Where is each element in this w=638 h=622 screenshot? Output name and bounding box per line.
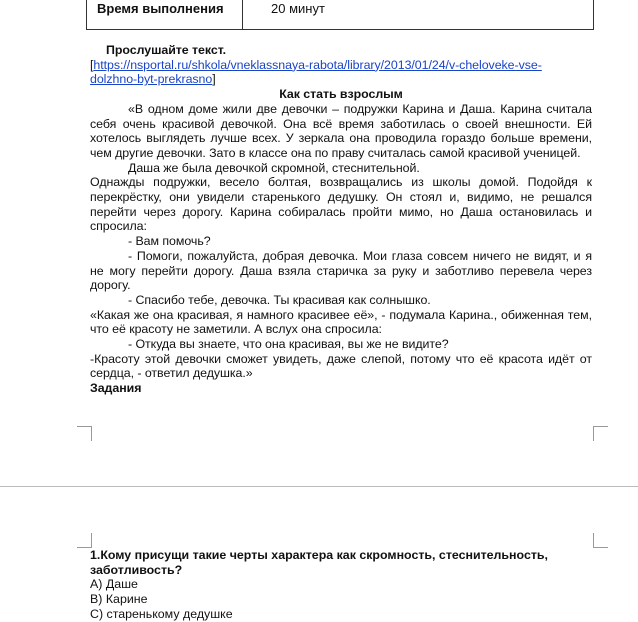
- source-link-line2[interactable]: dolzhno-byt-prekrasno: [90, 72, 213, 87]
- question-title: 1.Кому присущи такие черты характера как скромность, стеснительность, заботливость?: [90, 548, 548, 577]
- answer-option: А) Даше: [90, 577, 138, 592]
- story-paragraph-1: «В одном доме жили две девочки – подружки Карина и Даша. Карина считала себя очень красивой девочкой. Она всё время заботилась о своей внешности. Ей хотелось выглядеть лучше всех. У зеркала она проводила гораздо больше времени, чем другие девочки. Зато в классе она по праву считалась самой красивой ученицей.: [90, 101, 592, 160]
- source-reference: [90, 58, 592, 87]
- answer-option: С) старенькому дедушке: [90, 606, 233, 621]
- page-corner-mark: [77, 533, 92, 548]
- tasks-heading: Задания: [90, 381, 142, 396]
- listen-heading: Прослушайте текст.: [106, 43, 227, 57]
- source-open-bracket: [: [90, 57, 94, 72]
- question-block: [90, 548, 590, 622]
- story-paragraph-3: Однажды подружки, весело болтая, возвращались из школы домой. Подойдя к перекрёстку, они увидели старенького дедушку. Он стоял и, видимо, не решался перейти через дорогу. Карина собиралась пройти мимо, но Даша остановилась и спросила:: [90, 175, 592, 234]
- story-paragraph-4: - Вам помочь?: [128, 234, 211, 249]
- story-paragraph-8: - Откуда вы знаете, что она красивая, вы же не видите?: [128, 337, 449, 352]
- page-corner-mark: [593, 426, 608, 441]
- story-paragraph-6: - Спасибо тебе, девочка. Ты красивая как солнышко.: [128, 292, 431, 307]
- story-paragraph-5: - Помоги, пожалуйста, добрая девочка. Мои глаза совсем ничего не видят, и я не могу перейти дорогу. Даша взяла старичка за руку и заботливо перевела через дорогу.: [90, 248, 592, 293]
- time-label: Время выполнения: [87, 0, 243, 29]
- story-paragraph-9: -Красоту этой девочки сможет увидеть, даже слепой, потому что её красота идёт от сердца, - ответил дедушка.»: [90, 351, 592, 381]
- answer-option: В) Карине: [90, 592, 148, 607]
- story-paragraph-2: Даша же была девочкой скромной, стеснительной.: [128, 160, 420, 175]
- page-corner-mark: [77, 426, 92, 441]
- time-value: 20 минут: [271, 1, 325, 16]
- story-title: Как стать взрослым: [279, 87, 403, 102]
- time-table: [86, 0, 594, 30]
- source-close-bracket: ]: [212, 72, 216, 87]
- story-text-block: [90, 43, 592, 396]
- page-separator: [0, 486, 638, 487]
- page-corner-mark: [593, 533, 608, 548]
- story-paragraph-7: «Какая же она красивая, я намного красивее её», - подумала Карина., обиженная тем, что её красоту не заметили. А вслух она спросила:: [90, 307, 592, 337]
- source-link-line1[interactable]: https://nsportal.ru/shkola/vneklassnaya-rabota/library/2013/01/24/v-cheloveke-vse-: [93, 57, 542, 72]
